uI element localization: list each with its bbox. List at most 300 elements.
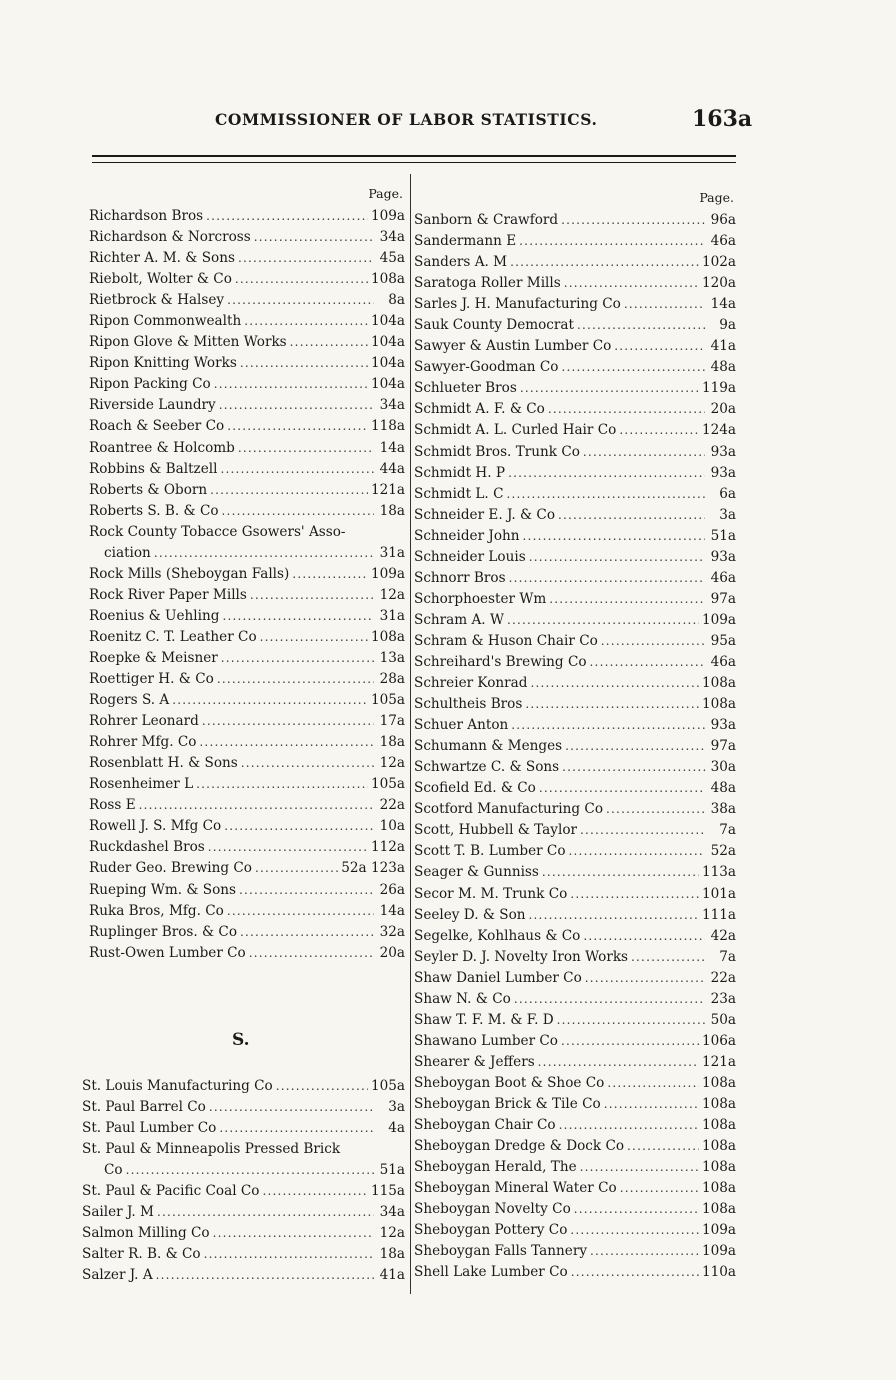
entry-page: 34a <box>379 397 405 414</box>
header-rule-thin <box>92 162 736 163</box>
dot-leader <box>276 1076 368 1097</box>
index-entry <box>82 1265 405 1286</box>
entry-page: 42a <box>710 927 736 944</box>
entry-name: St. Paul Lumber Co <box>82 1120 217 1137</box>
entry-page: 108a <box>701 1117 736 1134</box>
entry-page: 105a <box>370 692 405 709</box>
dot-leader <box>606 799 705 820</box>
entry-name: Sawyer & Austin Lumber Co <box>414 338 612 355</box>
entry-page: 108a <box>701 1180 736 1197</box>
index-entry <box>82 711 405 732</box>
entry-page: 20a <box>710 401 736 418</box>
dot-leader <box>619 420 699 441</box>
index-entry <box>82 1097 405 1118</box>
dot-leader <box>240 922 374 943</box>
entry-page: 104a <box>370 355 405 372</box>
dot-leader <box>208 837 368 858</box>
entry-name: Rock County Tobacce Gsowers' Asso- <box>89 523 346 540</box>
dot-leader <box>202 711 374 732</box>
entry-name: Schram & Huson Chair Co <box>414 632 598 649</box>
entry-name: Schultheis Bros <box>414 696 523 713</box>
index-list-left <box>82 206 405 964</box>
index-entry <box>414 294 736 315</box>
entry-page: 121a <box>370 481 405 498</box>
index-entry <box>82 353 405 374</box>
dot-leader <box>631 947 705 968</box>
entry-name: Scofield Ed. & Co <box>414 780 536 797</box>
entry-page: 34a <box>379 229 405 246</box>
dot-leader <box>209 1097 374 1118</box>
entry-page: 51a <box>710 527 736 544</box>
entry-name: Seeley D. & Son <box>414 906 526 923</box>
dot-leader <box>213 1223 374 1244</box>
dot-leader <box>570 884 699 905</box>
entry-name: Sailer J. M <box>82 1204 154 1221</box>
dot-leader <box>583 926 705 947</box>
index-entry <box>414 905 736 926</box>
entry-name: Salmon Milling Co <box>82 1225 210 1242</box>
index-list-s <box>82 1076 405 1286</box>
dot-leader <box>529 905 699 926</box>
dot-leader <box>214 374 368 395</box>
entry-name: Rohrer Mfg. Co <box>89 734 197 751</box>
dot-leader <box>583 442 705 463</box>
section-letter-s: S. <box>232 1030 250 1050</box>
dot-leader <box>219 1118 374 1139</box>
entry-name: Saratoga Roller Mills <box>414 275 561 292</box>
dot-leader <box>571 1262 699 1283</box>
dot-leader <box>260 627 368 648</box>
entry-page: 108a <box>701 1138 736 1155</box>
index-column-right <box>414 190 736 1283</box>
entry-page: 93a <box>710 464 736 481</box>
entry-name: Schreihard's Brewing Co <box>414 653 587 670</box>
index-entry <box>82 690 405 711</box>
index-entry <box>82 627 405 648</box>
entry-page: 108a <box>701 675 736 692</box>
dot-leader <box>219 395 374 416</box>
page-number: 163a <box>692 106 753 132</box>
index-entry <box>414 273 736 294</box>
dot-leader <box>549 589 705 610</box>
entry-page: 113a <box>701 864 736 881</box>
index-entry <box>414 1031 736 1052</box>
entry-name: St. Paul & Minneapolis Pressed Brick <box>82 1141 341 1158</box>
dot-leader <box>224 816 374 837</box>
entry-page: 14a <box>379 902 405 919</box>
index-entry <box>82 1181 405 1202</box>
entry-name: Scott T. B. Lumber Co <box>414 843 566 860</box>
entry-name: Robbins & Baltzell <box>89 460 218 477</box>
index-entry <box>82 522 405 543</box>
dot-leader <box>523 526 705 547</box>
entry-page: 12a <box>379 586 405 603</box>
index-entry <box>414 884 736 905</box>
entry-name: Riverside Laundry <box>89 397 216 414</box>
entry-page: 6a <box>719 485 736 502</box>
entry-page: 44a <box>379 460 405 477</box>
entry-page: 50a <box>710 1011 736 1028</box>
page-column-heading: Page. <box>368 186 403 201</box>
index-entry <box>414 1010 736 1031</box>
dot-leader <box>561 210 705 231</box>
entry-name: Rueping Wm. & Sons <box>89 881 237 898</box>
entry-name: Shaw T. F. M. & F. D <box>414 1011 554 1028</box>
entry-page: 38a <box>710 801 736 818</box>
dot-leader <box>227 416 368 437</box>
entry-name: Salzer J. A <box>82 1267 153 1284</box>
index-entry <box>82 480 405 501</box>
dot-leader <box>154 543 374 564</box>
entry-page: 48a <box>710 780 736 797</box>
entry-name: Schneider E. J. & Co <box>414 506 556 523</box>
entry-name: Ruckdashel Bros <box>89 839 205 856</box>
entry-page: 124a <box>701 422 736 439</box>
entry-page: 30a <box>710 759 736 776</box>
entry-name: Schuer Anton <box>414 717 509 734</box>
entry-name: Schmidt H. P <box>414 464 506 481</box>
entry-page: 105a <box>370 1078 405 1094</box>
entry-name: Roepke & Meisner <box>89 649 218 666</box>
index-list-right <box>414 210 736 1283</box>
dot-leader <box>559 1115 699 1136</box>
entry-name: Roenitz C. T. Leather Co <box>89 628 257 645</box>
index-entry <box>82 290 405 311</box>
entry-name: Sheboygan Dredge & Dock Co <box>414 1138 625 1155</box>
index-entry <box>414 315 736 336</box>
index-entry <box>82 606 405 627</box>
index-entry <box>414 231 736 252</box>
entry-name: Scotford Manufacturing Co <box>414 801 604 818</box>
dot-leader <box>506 484 705 505</box>
index-entry <box>82 816 405 837</box>
index-entry <box>82 227 405 248</box>
entry-page: 4a <box>388 1120 405 1137</box>
entry-page: 32a <box>379 923 405 940</box>
entry-page: 93a <box>710 717 736 734</box>
dot-leader <box>525 694 699 715</box>
entry-page: 52a <box>710 843 736 860</box>
dot-leader <box>204 1244 374 1265</box>
dot-leader <box>235 269 368 290</box>
index-entry <box>82 585 405 606</box>
dot-leader <box>574 1199 699 1220</box>
entry-page: 121a <box>701 1053 736 1070</box>
index-entry <box>414 1094 736 1115</box>
dot-leader <box>290 332 368 353</box>
index-entry <box>82 269 405 290</box>
dot-leader <box>220 459 374 480</box>
entry-name: Sandermann E <box>414 233 517 250</box>
entry-page: 109a <box>370 208 405 224</box>
dot-leader <box>561 357 705 378</box>
entry-name: Sheboygan Chair Co <box>414 1117 556 1134</box>
page-title: COMMISSIONER OF LABOR STATISTICS. <box>215 110 598 129</box>
index-entry <box>414 1241 736 1262</box>
index-entry <box>414 694 736 715</box>
index-entry <box>82 459 405 480</box>
index-entry <box>414 1178 736 1199</box>
entry-name: Schreier Konrad <box>414 675 528 692</box>
index-entry <box>414 378 736 399</box>
index-entry <box>414 210 736 231</box>
index-entry <box>414 820 736 841</box>
dot-leader <box>590 1241 699 1262</box>
index-entry <box>82 395 405 416</box>
index-entry <box>414 862 736 883</box>
entry-name: Schneider Louis <box>414 548 526 565</box>
entry-page: 31a <box>379 544 405 561</box>
entry-page: 48a <box>710 359 736 376</box>
entry-name: Schmidt A. L. Curled Hair Co <box>414 422 617 439</box>
column-divider <box>410 174 411 1294</box>
entry-name: Roettiger H. & Co <box>89 671 214 688</box>
entry-name: St. Louis Manufacturing Co <box>82 1078 273 1094</box>
index-entry <box>82 880 405 901</box>
index-entry <box>82 543 405 564</box>
entry-name: Ross E <box>89 797 136 814</box>
entry-page: 101a <box>701 885 736 902</box>
entry-name: Roberts & Oborn <box>89 481 208 498</box>
dot-leader <box>565 736 705 757</box>
index-entry <box>414 778 736 799</box>
entry-page: 106a <box>701 1032 736 1049</box>
entry-page: 102a <box>701 254 736 271</box>
dot-leader <box>590 652 705 673</box>
index-entry <box>82 1223 405 1244</box>
index-entry <box>414 1199 736 1220</box>
entry-page: 10a <box>379 818 405 835</box>
dot-leader <box>519 231 705 252</box>
index-entry <box>82 206 405 227</box>
entry-name: Sheboygan Brick & Tile Co <box>414 1095 601 1112</box>
dot-leader <box>511 715 705 736</box>
index-entry <box>414 757 736 778</box>
entry-page: 34a <box>379 1204 405 1221</box>
index-entry <box>82 1244 405 1265</box>
dot-leader <box>577 315 705 336</box>
entry-name: St. Paul Barrel Co <box>82 1099 206 1116</box>
entry-page: 8a <box>388 292 405 309</box>
entry-page: 7a <box>719 822 736 839</box>
index-entry <box>82 669 405 690</box>
dot-leader <box>262 1181 367 1202</box>
index-entry <box>82 311 405 332</box>
entry-page: 110a <box>701 1264 736 1281</box>
index-column-left-s <box>82 1076 405 1286</box>
entry-page: 46a <box>710 233 736 250</box>
entry-page: 108a <box>701 1074 736 1091</box>
dot-leader <box>210 480 368 501</box>
index-entry <box>414 357 736 378</box>
entry-name: Ripon Glove & Mitten Works <box>89 334 287 351</box>
entry-name: Ripon Packing Co <box>89 376 211 393</box>
entry-page: 23a <box>710 990 736 1007</box>
index-entry <box>414 841 736 862</box>
entry-name: ciation <box>104 544 151 561</box>
entry-name: Ruplinger Bros. & Co <box>89 923 238 940</box>
dot-leader <box>222 501 374 522</box>
entry-name: Rock River Paper Mills <box>89 586 247 603</box>
dot-leader <box>241 753 374 774</box>
entry-name: Rietbrock & Halsey <box>89 292 225 309</box>
dot-leader <box>227 901 374 922</box>
entry-page: 28a <box>379 671 405 688</box>
index-entry <box>414 1115 736 1136</box>
entry-name: Shawano Lumber Co <box>414 1032 558 1049</box>
entry-page: 95a <box>710 632 736 649</box>
entry-page: 108a <box>701 1095 736 1112</box>
dot-leader <box>542 862 699 883</box>
index-entry <box>82 1139 405 1160</box>
page-column-heading: Page. <box>699 190 734 205</box>
dot-leader <box>558 505 705 526</box>
entry-name: Segelke, Kohlhaus & Co <box>414 927 581 944</box>
dot-leader <box>507 610 699 631</box>
dot-leader <box>529 547 705 568</box>
entry-name: Shell Lake Lumber Co <box>414 1264 568 1281</box>
entry-page: 20a <box>379 944 405 961</box>
entry-page: 109a <box>701 1222 736 1239</box>
entry-name: Sheboygan Pottery Co <box>414 1222 568 1239</box>
dot-leader <box>244 311 368 332</box>
entry-name: Roantree & Holcomb <box>89 439 235 456</box>
entry-page: 111a <box>701 906 736 923</box>
dot-leader <box>206 206 368 227</box>
dot-leader <box>157 1202 374 1223</box>
entry-page: 13a <box>379 649 405 666</box>
index-entry <box>82 501 405 522</box>
dot-leader <box>570 1220 699 1241</box>
dot-leader <box>607 1073 699 1094</box>
entry-page: 3a <box>719 506 736 523</box>
index-entry <box>414 568 736 589</box>
entry-name: Ripon Commonwealth <box>89 313 242 330</box>
entry-name: Schmidt L. C <box>414 485 504 502</box>
dot-leader <box>217 669 374 690</box>
dot-leader <box>624 294 705 315</box>
entry-name: Sauk County Democrat <box>414 317 574 334</box>
entry-name: Schmidt A. F. & Co <box>414 401 545 418</box>
entry-name: Sarles J. H. Manufacturing Co <box>414 296 621 313</box>
dot-leader <box>227 290 374 311</box>
entry-page: 22a <box>710 969 736 986</box>
index-entry <box>414 652 736 673</box>
dot-leader <box>254 227 374 248</box>
entry-name: Ripon Knitting Works <box>89 355 237 372</box>
dot-leader <box>580 1157 699 1178</box>
index-entry <box>414 1052 736 1073</box>
entry-name: Richardson & Norcross <box>89 229 251 246</box>
index-entry <box>414 526 736 547</box>
index-entry <box>414 926 736 947</box>
index-entry <box>82 901 405 922</box>
dot-leader <box>520 378 699 399</box>
entry-page: 18a <box>379 734 405 751</box>
entry-name: Sanders A. M <box>414 254 508 271</box>
dot-leader <box>196 774 368 795</box>
index-entry <box>82 374 405 395</box>
entry-page: 3a <box>388 1099 405 1116</box>
entry-name: Scott, Hubbell & Taylor <box>414 822 577 839</box>
index-entry <box>414 989 736 1010</box>
entry-name: Rohrer Leonard <box>89 713 199 730</box>
entry-page: 97a <box>710 738 736 755</box>
entry-page: 41a <box>710 338 736 355</box>
entry-name: Rosenblatt H. & Sons <box>89 755 238 772</box>
index-entry <box>414 589 736 610</box>
dot-leader <box>238 248 374 269</box>
dot-leader <box>585 968 705 989</box>
index-entry <box>82 1202 405 1223</box>
entry-page: 31a <box>379 607 405 624</box>
dot-leader <box>126 1160 374 1181</box>
entry-name: Richardson Bros <box>89 208 204 224</box>
index-entry <box>414 736 736 757</box>
index-entry <box>82 564 405 585</box>
index-entry <box>414 484 736 505</box>
dot-leader <box>601 631 705 652</box>
entry-name: Seyler D. J. Novelty Iron Works <box>414 948 629 965</box>
entry-name: Rowell J. S. Mfg Co <box>89 818 222 835</box>
dot-leader <box>530 673 698 694</box>
entry-page: 51a <box>379 1162 405 1179</box>
dot-leader <box>222 606 374 627</box>
entry-page: 41a <box>379 1267 405 1284</box>
entry-page: 104a <box>370 313 405 330</box>
entry-name: Rogers S. A <box>89 692 170 709</box>
entry-name: Ruder Geo. Brewing Co <box>89 860 252 877</box>
entry-name: Schumann & Menges <box>414 738 563 755</box>
entry-page: 46a <box>710 569 736 586</box>
entry-name: Shearer & Jeffers <box>414 1053 535 1070</box>
entry-name: Roenius & Uehling <box>89 607 220 624</box>
entry-name: Rosenheimer L <box>89 776 194 793</box>
entry-page: 109a <box>701 1243 736 1260</box>
entry-name: Schnorr Bros <box>414 569 506 586</box>
dot-leader <box>156 1265 374 1286</box>
index-entry <box>414 442 736 463</box>
dot-leader <box>557 1010 705 1031</box>
entry-page: 52a 123a <box>341 860 405 877</box>
entry-page: 105a <box>370 776 405 793</box>
dot-leader <box>539 778 705 799</box>
entry-page: 46a <box>710 653 736 670</box>
entry-page: 17a <box>379 713 405 730</box>
dot-leader <box>508 463 705 484</box>
dot-leader <box>604 1094 699 1115</box>
entry-name: Co <box>104 1162 123 1179</box>
index-entry <box>82 1160 405 1181</box>
header-rule-thick <box>92 155 736 157</box>
index-entry <box>414 505 736 526</box>
entry-page: 14a <box>379 439 405 456</box>
index-entry <box>82 648 405 669</box>
dot-leader <box>538 1052 699 1073</box>
index-entry <box>414 336 736 357</box>
index-entry <box>82 837 405 858</box>
index-entry <box>82 248 405 269</box>
index-entry <box>82 332 405 353</box>
entry-name: Secor M. M. Trunk Co <box>414 885 568 902</box>
entry-page: 108a <box>701 1159 736 1176</box>
entry-name: Rust-Owen Lumber Co <box>89 944 246 961</box>
dot-leader <box>509 568 705 589</box>
index-entry <box>414 463 736 484</box>
index-entry <box>414 1220 736 1241</box>
dot-leader <box>240 353 368 374</box>
entry-page: 112a <box>370 839 405 856</box>
